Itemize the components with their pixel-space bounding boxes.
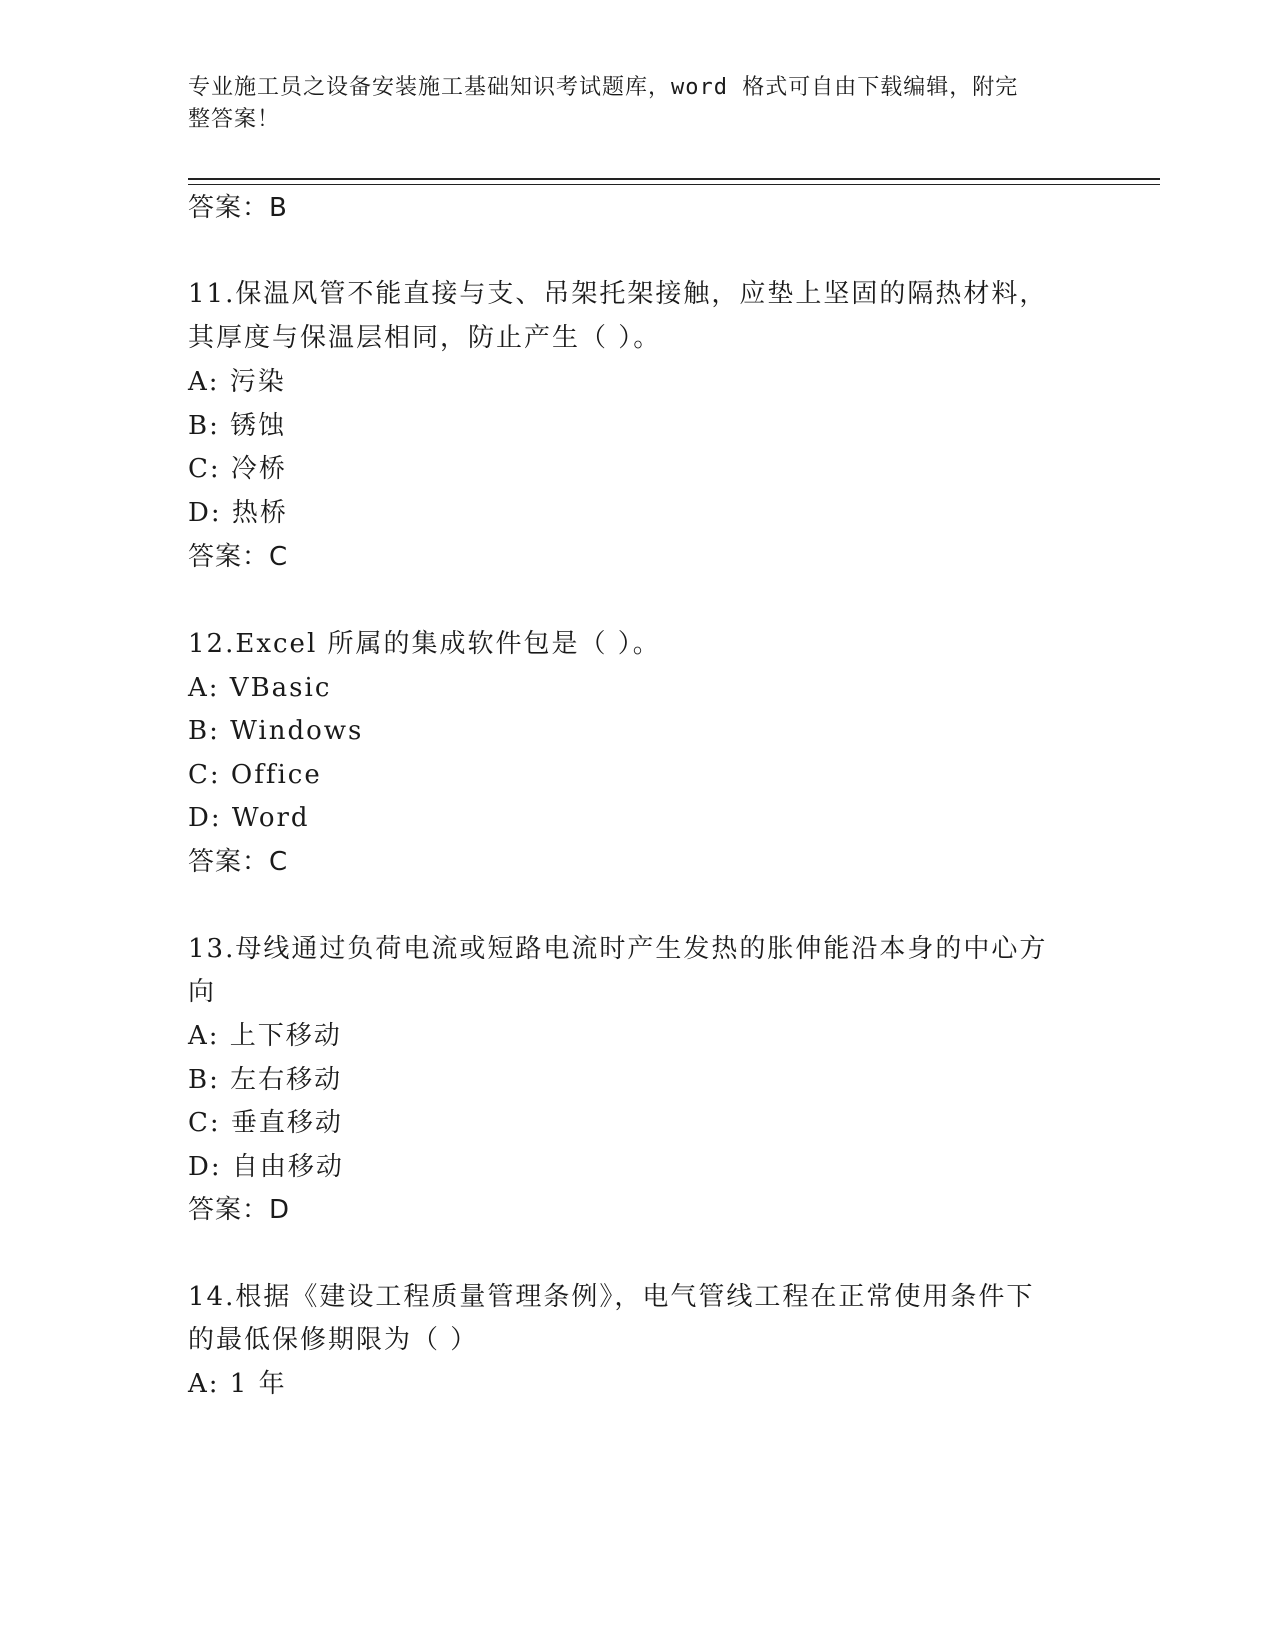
q11-option-a: A: 污染 bbox=[188, 367, 286, 397]
header-line-2: 整答案！ bbox=[188, 107, 281, 132]
q14-option-a: A: 1 年 bbox=[188, 1369, 287, 1399]
q14-stem-line-2: 的最低保修期限为（ ） bbox=[188, 1325, 479, 1355]
q12-option-a: A: VBasic bbox=[188, 673, 332, 703]
q11-stem-line-1: 11.保温风管不能直接与支、吊架托架接触，应垫上坚固的隔热材料， bbox=[188, 279, 1048, 309]
q11-stem-line-2: 其厚度与保温层相同，防止产生（ ）。 bbox=[188, 323, 662, 353]
answer-q12: 答案：C bbox=[188, 847, 289, 877]
q11-option-c: C: 冷桥 bbox=[188, 454, 287, 484]
q13-option-b: B: 左右移动 bbox=[188, 1065, 343, 1095]
answer-q10: 答案：B bbox=[188, 193, 288, 223]
answer-q13: 答案：D bbox=[188, 1195, 291, 1225]
q12-option-c: C: Office bbox=[188, 760, 322, 790]
header-rule-thick bbox=[188, 178, 1160, 180]
q11-option-d: D: 热桥 bbox=[188, 498, 288, 528]
q12-option-b: B: Windows bbox=[188, 716, 364, 746]
q13-option-d: D: 自由移动 bbox=[188, 1152, 344, 1182]
q12-stem-line-1: 12.Excel 所属的集成软件包是（ ）。 bbox=[188, 629, 661, 659]
q13-option-a: A: 上下移动 bbox=[188, 1021, 342, 1051]
q14-stem-line-1: 14.根据《建设工程质量管理条例》，电气管线工程在正常使用条件下 bbox=[188, 1282, 1035, 1312]
header-rule-thin bbox=[188, 184, 1160, 185]
answer-q11: 答案：C bbox=[188, 542, 289, 572]
header-line-1: 专业施工员之设备安装施工基础知识考试题库，word 格式可自由下载编辑，附完 bbox=[188, 75, 1019, 100]
q12-option-d: D: Word bbox=[188, 803, 310, 833]
q13-stem-line-2: 向 bbox=[188, 977, 217, 1007]
q13-option-c: C: 垂直移动 bbox=[188, 1108, 343, 1138]
q11-option-b: B: 锈蚀 bbox=[188, 411, 287, 441]
document-header bbox=[188, 72, 1088, 136]
q13-stem-line-1: 13.母线通过负荷电流或短路电流时产生发热的胀伸能沿本身的中心方 bbox=[188, 934, 1048, 964]
